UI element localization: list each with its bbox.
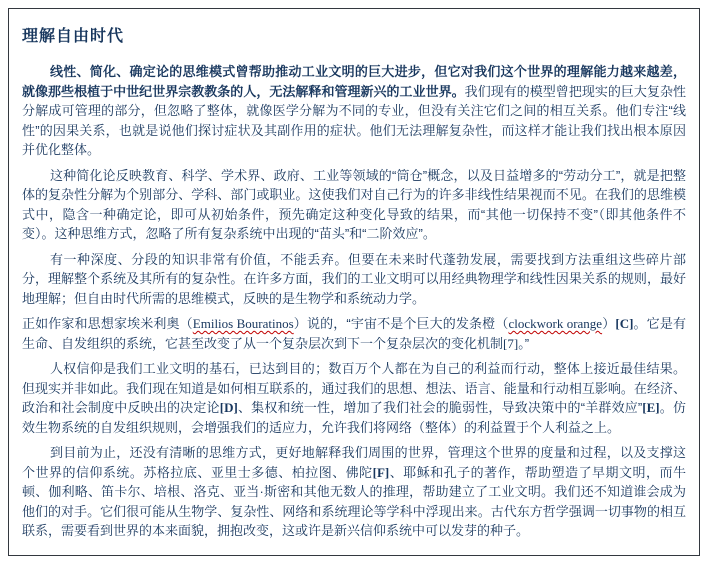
text-run: ）说的，“宇宙不是个巨大的发条橙（ (293, 316, 509, 331)
text-run-bold: 线性、简化、确定论的思维模式曾帮助推动工业文明的巨大进步，但它对我们这个世界的理解能力越来越差，就像那些根植于中世纪世界宗教教条的人，无法解释和管理新兴的工业世界。 (22, 64, 686, 99)
latin-term-spellchecked: Emilios Bouratinos (192, 316, 294, 331)
text-run: 。” (518, 335, 530, 351)
paragraph-1 (22, 62, 686, 160)
paragraph-4 (22, 314, 686, 353)
latin-term-spellchecked: clockwork orange (508, 316, 603, 331)
document-page (8, 8, 700, 556)
text-run: 、耶稣和孔子的著作，帮助塑造了早期文明，而牛顿、伽利略、笛卡尔、培根、洛克、亚当·斯密和其他无数人的推理，帮助建立了工业文明。我们还不知道谁会成为他们的对手。它们很可能从生物学、复杂性、网络和系统理论等学科中浮现出来。古代东方哲学强调一切事物的相互联系，需要看到世界的本来面貌，拥抱改变，这或许是新兴信仰系统中可以发芽的种子。 (22, 464, 686, 538)
text-run: 。仿效生物系统的自发组织规则，会增强我们的适应力，允许我们将网络（整体）的利益置于个人利益之上。 (22, 400, 686, 435)
text-run: 这种简化论反映教育、科学、学术界、政府、工业等领域的“筒仓”概念，以及日益增多的“劳动分工”，就是把整体的复杂性分解为个别部分、学科、部门或职业。这使我们对自己行为的许多非线性结果视而不见。在我们的思维模式中，隐含一种确定论，即可从初始条件，预先确定这种变化导致的结果，而“其他一切保持不变”（即其他条件不变）。这种思维方式，忽略了所有复杂系统中出现的“苗头”和“二阶效应”。 (22, 167, 686, 241)
text-run: 有一种深度、分段的知识非常有价值，不能丢弃。但要在未来时代蓬勃发展，需要找到方法重组这些碎片部分，理解整个系统及其所有的复杂性。在许多方面，我们的工业文明可以用经典物理学和线性因果关系的规则，最好地理解；但自由时代所需的思维模式，反映的是生物学和系统动力学。 (22, 251, 686, 306)
text-run: 正如作家和思想家埃米利奥（ (22, 316, 193, 331)
reference-marker: [D] (219, 400, 238, 415)
text-run: 我们现有的模型曾把现实的巨大复杂性分解成可管理的部分，但忽略了整体，就像医学分解为不同的专业，但没有关注它们之间的相互关系。他们专注“线性”的因果关系，也就是说他们探讨症状及其副作用的症状。他们无法理解复杂性，而这样才能让我们找出根本原因并优化整体。 (22, 83, 686, 157)
paragraph-3 (22, 250, 686, 309)
paragraph-2 (22, 166, 686, 244)
reference-marker: [7] (503, 335, 519, 351)
reference-marker: [E] (642, 400, 660, 415)
reference-marker: [F] (372, 464, 390, 480)
text-run: 人权信仰是我们工业文明的基石，已达到目的；数百万个人都在为自己的利益而行动，整体上接近最佳结果。但现实并非如此。我们现在知道是如何相互联系的，通过我们的思想、想法、语言、能量和行动相互影响。在经济、政治和社会制度中反映出的决定论 (22, 361, 686, 415)
text-run: ） (602, 316, 616, 331)
paragraph-5 (22, 359, 686, 437)
page-title: 理解自由时代 (22, 28, 125, 45)
text-run: 到目前为止，还没有清晰的思维方式，更好地解释我们周围的世界，管理这个世界的度量和过程，以及支撑这个世界的信仰系统。苏格拉底、亚里士多德、柏拉图、佛陀 (22, 445, 686, 480)
reference-marker: [C] (615, 316, 634, 331)
text-run: 。它是有生命、自发组织的系统，它甚至改变了从一个复杂层次到下一个复杂层次的变化机制 (22, 316, 686, 351)
text-run: 、集权和统一性，增加了我们社会的脆弱性，导致决策中的“羊群效应” (237, 400, 643, 415)
paragraph-6 (22, 443, 686, 541)
